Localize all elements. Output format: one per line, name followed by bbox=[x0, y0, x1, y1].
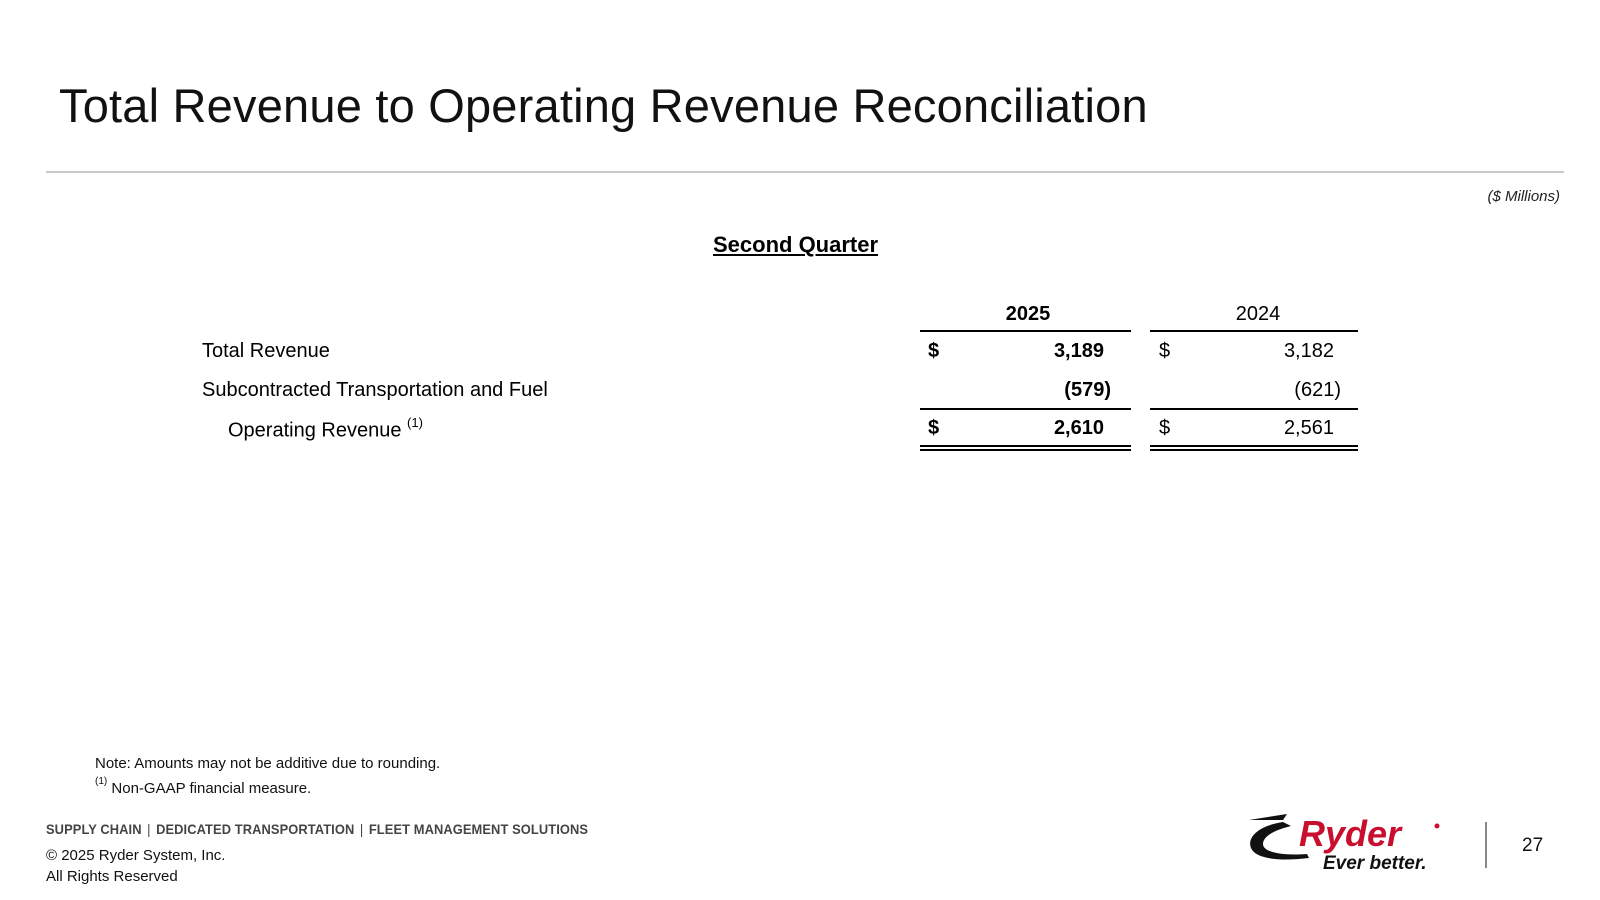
logo-tagline-text: Ever better. bbox=[1323, 853, 1427, 874]
tag-separator: | bbox=[359, 821, 364, 837]
footnote-marker: (1) bbox=[407, 415, 423, 430]
header-underline-2024 bbox=[1150, 330, 1358, 332]
title-divider bbox=[46, 171, 1564, 173]
row-label-operating-revenue bbox=[228, 417, 423, 443]
ryder-swoosh-logo-icon bbox=[1243, 808, 1475, 878]
footnote-marker: (1) bbox=[95, 776, 108, 787]
column-header-2024: 2024 bbox=[1235, 303, 1281, 325]
currency-symbol: $ bbox=[928, 340, 940, 362]
value-subcontracted-2024: (621) bbox=[1294, 379, 1341, 401]
footnotes bbox=[95, 753, 440, 799]
row-label-subcontracted: Subcontracted Transportation and Fuel bbox=[202, 379, 548, 401]
ryder-logo bbox=[1243, 808, 1475, 878]
tag-supply-chain: SUPPLY CHAIN bbox=[46, 821, 142, 837]
rights-text: All Rights Reserved bbox=[46, 868, 178, 885]
value-total-revenue-2024: 3,182 bbox=[1283, 340, 1334, 362]
section-heading: Second Quarter bbox=[713, 232, 879, 257]
header-underline-2025 bbox=[920, 330, 1131, 332]
column-header-2025: 2025 bbox=[1005, 303, 1051, 325]
non-gaap-note bbox=[95, 774, 440, 799]
currency-symbol: $ bbox=[928, 417, 940, 439]
rounding-note: Note: Amounts may not be additive due to rounding. bbox=[95, 755, 441, 772]
operating-revenue-label: Operating Revenue bbox=[228, 419, 402, 442]
tag-fleet-management: FLEET MANAGEMENT SOLUTIONS bbox=[368, 821, 589, 837]
value-subcontracted-2025: (579) bbox=[1064, 379, 1111, 401]
tag-dedicated-transportation: DEDICATED TRANSPORTATION bbox=[156, 821, 355, 837]
page-title: Total Revenue to Operating Revenue Reconciliation bbox=[59, 79, 1148, 132]
logo-brand-text: Ryder bbox=[1299, 813, 1402, 854]
footer-divider bbox=[1485, 822, 1487, 868]
currency-symbol: $ bbox=[1159, 417, 1171, 439]
copyright-block bbox=[46, 845, 225, 887]
footnote-text: Non-GAAP financial measure. bbox=[111, 780, 312, 797]
value-operating-revenue-2024: 2,561 bbox=[1283, 417, 1334, 439]
total-double-rule-2025 bbox=[920, 445, 1131, 451]
copyright-text: © 2025 Ryder System, Inc. bbox=[46, 847, 226, 864]
total-double-rule-2024 bbox=[1150, 445, 1358, 451]
units-note: ($ Millions) bbox=[1487, 188, 1560, 205]
value-operating-revenue-2025: 2,610 bbox=[1053, 417, 1104, 439]
currency-symbol: $ bbox=[1159, 340, 1171, 362]
subtotal-rule-2024 bbox=[1150, 408, 1358, 410]
value-total-revenue-2025: 3,189 bbox=[1053, 340, 1104, 362]
page-number: 27 bbox=[1522, 835, 1544, 856]
subtotal-rule-2025 bbox=[920, 408, 1131, 410]
row-label-total-revenue: Total Revenue bbox=[202, 340, 330, 362]
business-lines bbox=[46, 821, 588, 837]
tag-separator: | bbox=[147, 821, 151, 837]
